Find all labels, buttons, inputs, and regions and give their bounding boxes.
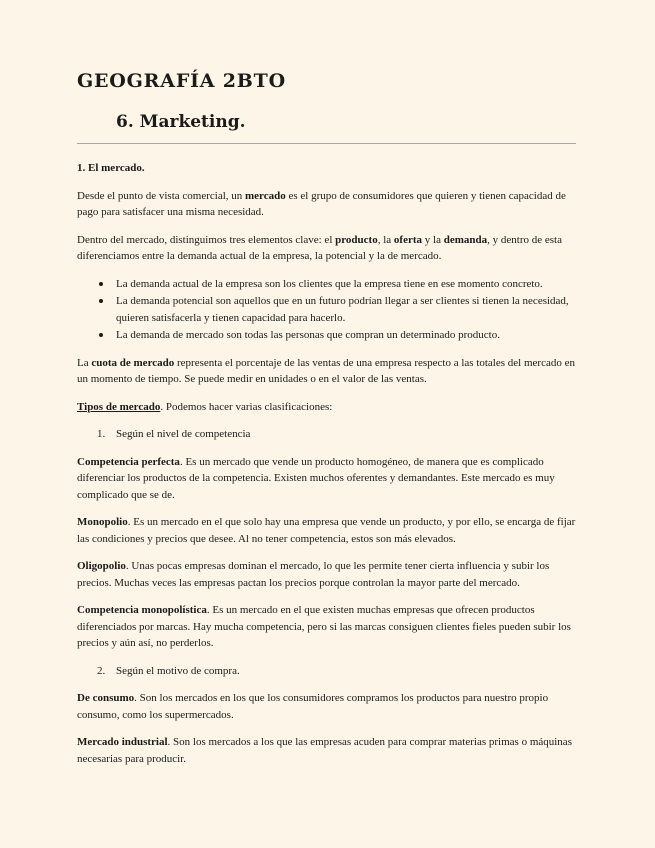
text-run: . Son los mercados en los que los consumidores compramos los productos para nuestro propio consumo, como los supermercados. xyxy=(77,692,549,721)
list-item-text: La demanda actual de la empresa son los clientes que la empresa tiene en ese momento concreto. xyxy=(116,277,543,290)
list-item xyxy=(77,327,577,344)
text-run: . Es un mercado que vende un producto homogéneo, de manera que es complicado diferenciar los productos de la competencia. Existen muchos oferentes y demandantes. Este mercado es muy complicado que se de. xyxy=(77,455,555,501)
item-number: 2. xyxy=(97,664,106,677)
paragraph-cuota xyxy=(77,355,577,388)
bold-term: oferta xyxy=(393,233,423,246)
text-run: , y dentro de esta diferenciamos entre la demanda actual de la empresa, la potencial y la de mercado. xyxy=(77,233,562,262)
bold-term: Competencia monopolística xyxy=(77,604,207,616)
item-text: Según el nivel de competencia xyxy=(116,428,251,440)
header-divider xyxy=(77,143,576,144)
bullet-icon xyxy=(99,282,103,286)
bold-term: De consumo xyxy=(77,692,135,704)
paragraph-type xyxy=(77,454,577,504)
bold-term: Mercado industrial xyxy=(77,736,168,748)
bullet-icon xyxy=(99,333,103,337)
document-title: GEOGRAFÍA 2BTO xyxy=(77,70,286,92)
text-run: . Es un mercado en el que solo hay una empresa que vende un producto, y por ello, se encarga de fijar las condiciones y precios que desee. Al no tener competencia, estos son más elevados. xyxy=(77,516,576,545)
bold-term: producto xyxy=(335,233,378,246)
bold-term: demanda xyxy=(443,233,488,246)
text-run: y la xyxy=(422,233,444,246)
paragraph-tipos xyxy=(77,399,577,416)
paragraph-type xyxy=(77,690,577,723)
text-run: representa el porcentaje de las ventas de una empresa respecto a las totales del mercado en un momento de tiempo. Se puede medir en unidades o en el valor de las ventas. xyxy=(77,356,575,385)
text-run: Dentro del mercado, distinguimos tres elementos clave: el xyxy=(77,233,336,246)
paragraph-type xyxy=(77,558,577,591)
paragraph-type xyxy=(77,514,577,547)
item-number: 1. xyxy=(97,428,106,440)
bold-term: Oligopolio xyxy=(77,560,126,572)
paragraph-elementos xyxy=(77,232,577,265)
bold-term: Competencia perfecta xyxy=(77,455,180,468)
document-subtitle: 6. Marketing. xyxy=(116,112,246,132)
text-run: Desde el punto de vista comercial, un xyxy=(77,189,246,202)
item-text: Según el motivo de compra. xyxy=(116,664,240,677)
numbered-item xyxy=(77,426,577,443)
numbered-item xyxy=(77,663,577,680)
text-run: La xyxy=(77,356,92,369)
bold-term: Monopolio xyxy=(77,516,128,528)
list-item-text: La demanda potencial son aquellos que en un futuro podrían llegar a ser clientes si tienen la necesidad, quieren satisfacerla y tienen capacidad para hacerlo. xyxy=(116,295,569,324)
text-run: . Son los mercados a los que las empresas acuden para comprar materias primas o máquinas necesarias para producir. xyxy=(77,736,572,765)
text-run: . Podemos hacer varias clasificaciones: xyxy=(160,400,333,413)
document-body xyxy=(77,160,577,778)
bullet-icon xyxy=(99,299,103,303)
list-item xyxy=(77,276,577,293)
paragraph-mercado xyxy=(77,188,577,221)
paragraph-type xyxy=(77,602,577,652)
text-run: es el grupo de consumidores que quieren y tienen capacidad de pago para satisfacer una misma necesidad. xyxy=(77,189,566,218)
text-run: . Unas pocas empresas dominan el mercado, lo que les permite tener cierta influencia y subir los precios. Muchas veces las empresas pactan los precios porque controlan la mayor parte del mercado. xyxy=(77,560,550,589)
underlined-term: Tipos de mercado xyxy=(77,400,161,413)
list-item-text: La demanda de mercado son todas las personas que compran un determinado producto. xyxy=(116,329,500,341)
text-run: , la xyxy=(377,233,394,246)
list-item xyxy=(77,293,577,326)
bullet-list xyxy=(77,276,577,344)
bold-term: cuota de mercado xyxy=(91,356,175,369)
paragraph-type xyxy=(77,734,577,767)
section-heading: 1. El mercado. xyxy=(77,162,145,174)
text-run: . Es un mercado en el que existen muchas empresas que ofrecen productos diferenciados por marcas. Hay mucha competencia, pero si las marcas consiguen clientes fieles pueden subir los precios y aún así, no perderlos. xyxy=(77,604,571,649)
bold-term: mercado xyxy=(245,189,286,202)
